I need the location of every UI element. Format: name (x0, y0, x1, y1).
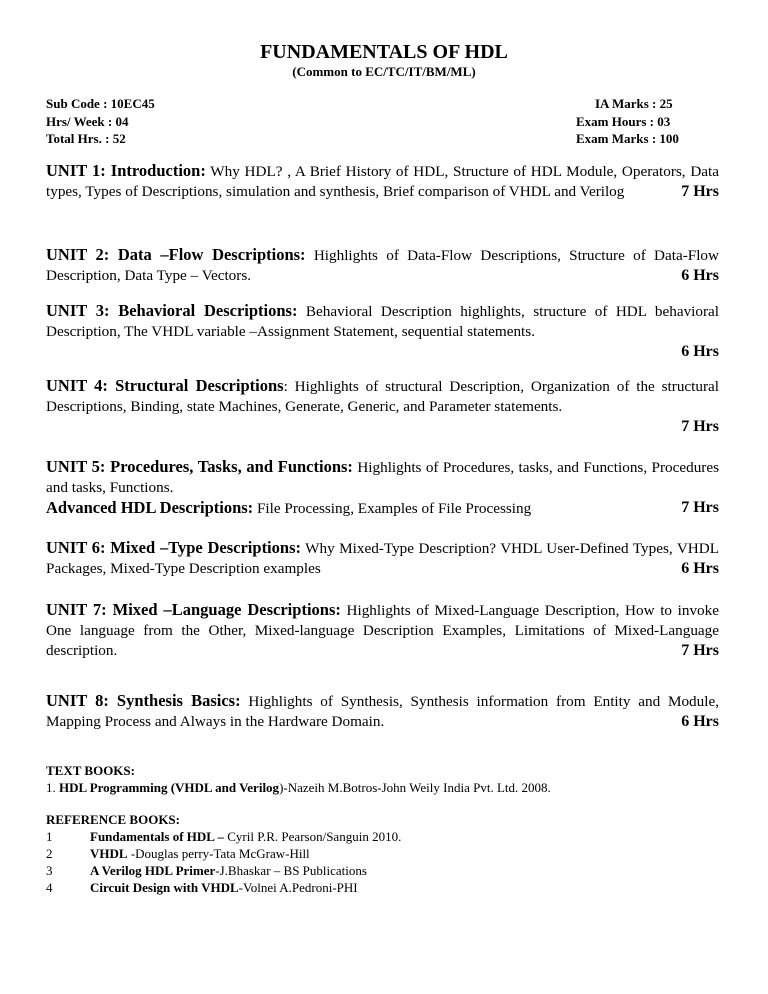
unit-4-hours: 7 Hrs (681, 418, 719, 435)
reference-book-item: 4 Circuit Design with VHDL-Volnei A.Pedroni-PHI (46, 880, 358, 895)
unit-1-hours: 7 Hrs (681, 183, 719, 200)
unit-7 (46, 600, 719, 661)
unit-6-hours: 6 Hrs (681, 560, 719, 577)
document-subtitle: (Common to EC/TC/IT/BM/ML) (292, 64, 476, 79)
reference-book-item: 3 A Verilog HDL Primer-J.Bhaskar – BS Publications (46, 863, 367, 878)
unit-2-hours: 6 Hrs (681, 267, 719, 284)
unit-3-hours: 6 Hrs (681, 343, 719, 360)
unit-1-heading: UNIT 1: Introduction: (46, 161, 206, 180)
hrs-week: Hrs/ Week : 04 (46, 113, 129, 129)
unit-4 (46, 376, 719, 437)
unit-6-text: Why Mixed-Type Description? VHDL User-Defined Types, VHDL Packages, Mixed-Type Description examples (46, 540, 720, 577)
exam-marks: Exam Marks : 100 (576, 131, 679, 146)
unit-8-heading: UNIT 8: Synthesis Basics: (46, 691, 241, 710)
sub-code: Sub Code : 10EC45 (46, 96, 155, 111)
unit-1-text: Why HDL? , A Brief History of HDL, Structure of HDL Module, Operators, Data types, Types of Descriptions, simulation and synthesis, Brief comparison of VHDL and Verilog (46, 163, 719, 200)
unit-8 (46, 691, 719, 732)
unit-3 (46, 301, 719, 362)
reference-book-item: 2 VHDL -Douglas perry-Tata McGraw-Hill (46, 846, 310, 861)
unit-3-heading: UNIT 3: Behavioral Descriptions: (46, 301, 298, 320)
unit-3-text: Behavioral Description highlights, structure of HDL behavioral Description, The VHDL variable –Assignment Statement, sequential statements. (46, 303, 719, 340)
unit-2-text: Highlights of Data-Flow Descriptions, Structure of Data-Flow Description, Data Type – Vectors. (46, 247, 719, 284)
unit-8-hours: 6 Hrs (681, 713, 719, 730)
total-hrs: Total Hrs. : 52 (46, 131, 126, 146)
reference-books-heading: REFERENCE BOOKS: (46, 812, 180, 827)
unit-5-advanced-heading: Advanced HDL Descriptions: (46, 498, 254, 517)
unit-1 (46, 161, 719, 202)
text-books-section (46, 762, 736, 796)
text-book-item: 1. HDL Programming (VHDL and Verilog)-Nazeih M.Botros-John Weily India Pvt. Ltd. 2008. (46, 780, 551, 795)
unit-4-text: : Highlights of structural Description, Organization of the structural Descriptions, Binding, state Machines, Generate, Generic, and Parameter statements. (46, 378, 719, 415)
unit-4-heading: UNIT 4: Structural Descriptions (46, 376, 284, 395)
unit-5 (46, 457, 719, 519)
reference-book-item: 1 Fundamentals of HDL – Cyril P.R. Pearson/Sanguin 2010. (46, 829, 402, 844)
unit-6 (46, 538, 719, 579)
unit-5-advanced-text: File Processing, Examples of File Processing (253, 500, 532, 517)
unit-2-heading: UNIT 2: Data –Flow Descriptions: (46, 245, 306, 264)
unit-7-text: Highlights of Mixed-Language Description, How to invoke One language from the Other, Mixed-language Description Examples, Limitations of Mixed-Language description. (46, 602, 719, 659)
course-meta-right (576, 95, 679, 148)
unit-5-hours: 7 Hrs (681, 499, 719, 516)
unit-2 (46, 245, 719, 286)
unit-5-heading: UNIT 5: Procedures, Tasks, and Functions: (46, 457, 353, 476)
ia-marks: IA Marks : 25 (595, 96, 673, 111)
unit-8-text: Highlights of Synthesis, Synthesis information from Entity and Module, Mapping Process and Always in the Hardware Domain. (46, 693, 720, 730)
unit-7-hours: 7 Hrs (681, 642, 719, 659)
unit-6-heading: UNIT 6: Mixed –Type Descriptions: (46, 538, 301, 557)
text-books-heading: TEXT BOOKS: (46, 763, 135, 778)
exam-hours: Exam Hours : 03 (576, 113, 671, 129)
document-title: FUNDAMENTALS OF HDL (260, 41, 508, 63)
course-meta-left (46, 95, 155, 148)
unit-5-text: Highlights of Procedures, tasks, and Functions, Procedures and tasks, Functions. (46, 459, 719, 496)
unit-7-heading: UNIT 7: Mixed –Language Descriptions: (46, 600, 341, 619)
reference-books-section (46, 811, 736, 896)
